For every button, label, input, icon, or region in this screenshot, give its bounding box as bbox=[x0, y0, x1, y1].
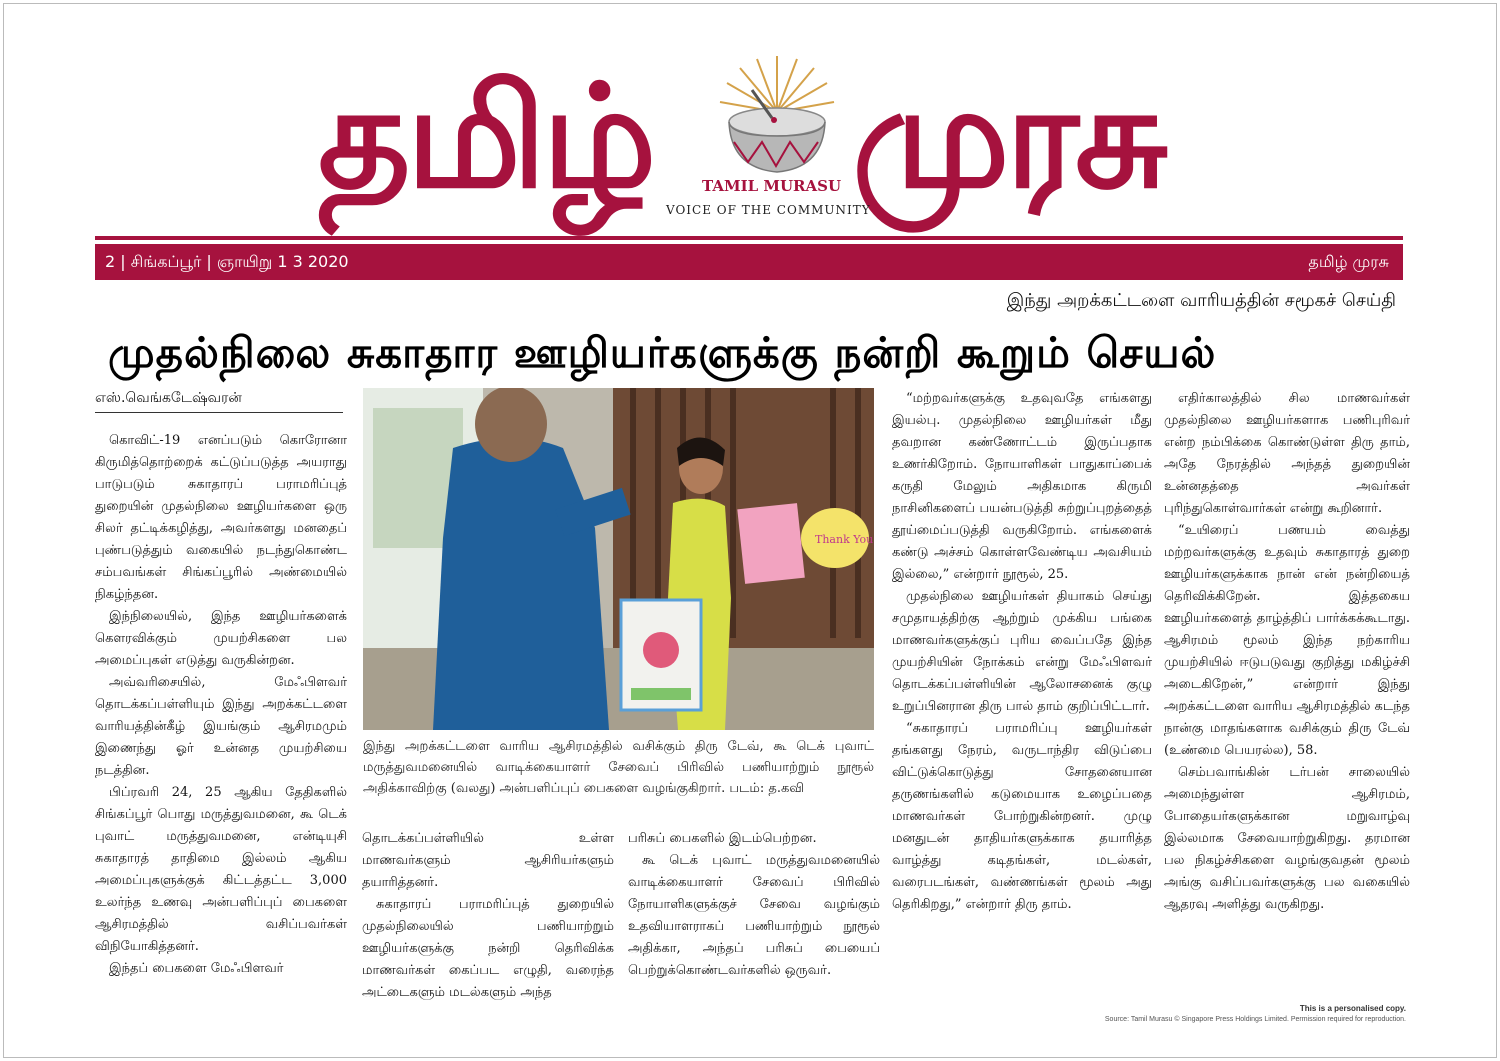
paragraph: முதல்நிலை ஊழியர்கள் தியாகம் செய்து சமுதாயத்திற்கு ஆற்றும் முக்கிய பங்கை மாணவர்களுக்குப் புரிய வைப்பதே இந்த முயற்சியின் நோக்கம் என்று மேஃபிளவர் தொடக்கப்பள்ளியின் ஆலோசனைக் குழு உறுப்பினரான திரு பால் தாம் குறிப்பிட்டார். bbox=[892, 589, 1152, 714]
paragraph: தொடக்கப்பள்ளியில் உள்ள மாணவர்களும் ஆசிரியர்களும் தயாரித்தனர். bbox=[362, 831, 614, 890]
byline: எஸ்.வெங்கடேஷ்வரன் bbox=[95, 390, 343, 413]
photo-illustration bbox=[363, 388, 874, 730]
section-tag: இந்து அறக்கட்டளை வாரியத்தின் சமூகச் செய்தி bbox=[1006, 290, 1396, 311]
masthead-title-right: முரசு bbox=[852, 54, 1164, 220]
masthead-rule bbox=[95, 236, 1403, 240]
paragraph: “உயிரைப் பணயம் வைத்து மற்றவர்களுக்கு உதவும் சுகாதாரத் துறை ஊழியர்களுக்காக நான் என் நன்றியைத் தெரிவிக்கிறேன். இத்தகைய ஊழியர்களைத் தாழ்த்திப் பார்க்கக்கூடாது. ஆசிரமம் மூலம் இந்த நற்காரிய முயற்சியில் ஈடுபடுவது குறித்து மகிழ்ச்சி அடைகிறேன்,” என்றார் இந்து அறக்கட்டளை வாரிய ஆசிரமத்தில் கடந்த நான்கு மாதங்களாக வசிக்கும் திரு டேவ் (உண்மை பெயரல்ல), 58. bbox=[1164, 523, 1410, 758]
brand-name-english: TAMIL MURASU bbox=[702, 177, 842, 195]
paragraph: “சுகாதாரப் பராமரிப்பு ஊழியர்கள் தங்களது நேரம், வருடாந்திர விடுப்பை விட்டுக்கொடுத்து சோதனையான தருணங்களில் கடுமையாக உழைப்பதை மாணவர்கள் போற்றுகின்றனர். முழு மனதுடன் தாதியர்களுக்காக தயாரித்த வாழ்த்து கடிதங்கள், மடல்கள், வரைபடங்கள், வண்ணங்கள் மூலம் அது தெரிகிறது,” என்றார் திரு தாம். bbox=[892, 721, 1152, 912]
paragraph: பிப்ரவரி 24, 25 ஆகிய தேதிகளில் சிங்கப்பூர் பொது மருத்துவமனை, கூ டெக் புவாட் மருத்துவமனை, என்டியுசி சுகாதாரத் தாதிமை இல்லம் ஆகிய அமைப்புகளுக்குக் கிட்டத்தட்ட 3,000 உலர்ந்த உணவு அன்பளிப்புப் பைகளை ஆசிரமத்தில் வசிப்பவர்கள் விநியோகித்தனர். bbox=[95, 785, 347, 954]
paragraph: கூ டெக் புவாட் மருத்துவமனையில் வாடிக்கையாளர் சேவைப் பிரிவில் நோயாளிகளுக்குச் சேவை வழங்கும் உதவியாளராகப் பணியாற்றும் நூரூல் அதிக்கா, அந்தப் பரிசுப் பையைப் பெற்றுக்கொண்டவர்களில் ஒருவர். bbox=[628, 853, 880, 978]
paragraph: செம்பவாங்கின் டர்பன் சாலையில் அமைந்துள்ள ஆசிரமம், போதையர்களுக்கான மறுவாழ்வு இல்லமாக சேவையாற்றுகிறது. தரமான பல நிகழ்ச்சிகளை வழங்குவதன் மூலம் அங்கு வசிப்பவர்களுக்கு பல வகையில் ஆதரவு அளித்து வருகிறது. bbox=[1164, 765, 1410, 912]
paragraph: அவ்வரிசையில், மேஃபிளவர் தொடக்கப்பள்ளியும் இந்து அறக்கட்டளை வாரியத்தின்கீழ் இயங்கும் ஆசிரமமும் இணைந்து ஓர் உன்னத முயற்சியை நடத்தின. bbox=[95, 675, 347, 778]
headline: முதல்நிலை சுகாதார ஊழியர்களுக்கு நன்றி கூறும் செயல் bbox=[108, 328, 1217, 377]
paragraph: “மற்றவர்களுக்கு உதவுவதே எங்களது இயல்பு. முதல்நிலை ஊழியர்கள் மீது தவறான கண்ணோட்டம் இருப்பதாக உணர்கிறோம். நோயாளிகள் பாதுகாப்பைக் கருதி மேலும் அதிகமாக கிருமி நாசினிகளைப் பயன்படுத்தி சுற்றுப்புறத்தைத் தூய்மைப்படுத்தி வருகிறோம். எங்களைக் கண்டு அச்சம் கொள்ளவேண்டிய அவசியம் இல்லை,” என்றார் நூரூல், 25. bbox=[892, 391, 1152, 582]
folio-bar bbox=[95, 244, 1403, 280]
photo-card-text: Thank You bbox=[815, 533, 874, 546]
drum-logo-icon bbox=[712, 50, 842, 180]
folio-paper-name: தமிழ் முரசு bbox=[1308, 252, 1389, 271]
article-column-2a bbox=[362, 828, 614, 1018]
personalised-copy-note: This is a personalised copy. bbox=[1299, 1004, 1406, 1013]
paragraph: கொவிட்-19 எனப்படும் கொரோனா கிருமித்தொற்றைக் கட்டுப்படுத்த அயராது பாடுபடும் சுகாதாரப் பராமரிப்புத் துறையின் முதல்நிலை ஊழியர்களை ஒரு சிலர் தட்டிக்கழித்து, அவர்களது மனதைப் புண்படுத்தும் வகையில் நடந்துகொண்ட சம்பவங்கள் சிங்கப்பூரில் அண்மையில் நிகழ்ந்தன. bbox=[95, 433, 347, 602]
article-column-1 bbox=[95, 430, 347, 1020]
article-photo bbox=[363, 388, 874, 730]
paragraph: சுகாதாரப் பராமரிப்புத் துறையில் முதல்நிலையில் பணியாற்றும் ஊழியர்களுக்கு நன்றி தெரிவிக்க மாணவர்கள் கைப்பட எழுதி, வரைந்த அட்டைகளும் மடல்களும் அந்த bbox=[362, 897, 614, 1000]
paragraph: எதிர்காலத்தில் சில மாணவர்கள் முதல்நிலை ஊழியர்களாக பணிபுரிவர் என்ற நம்பிக்கை கொண்டுள்ள திரு தாம், அதே நேரத்தில் அந்தத் துறையின் உன்னதத்தை அவர்கள் புரிந்துகொள்வார்கள் என்று கூறினார். bbox=[1164, 391, 1410, 516]
masthead-title-left: தமிழ் bbox=[318, 54, 653, 220]
paragraph: இந்தப் பைகளை மேஃபிளவர் bbox=[109, 961, 284, 976]
folio-page-date: 2 | சிங்கப்பூர் | ஞாயிறு 1 3 2020 bbox=[105, 252, 349, 271]
source-credit: Source: Tamil Murasu © Singapore Press Holdings Limited. Permission required for reproduction. bbox=[1104, 1016, 1406, 1023]
article-column-4 bbox=[1164, 388, 1410, 1018]
article-column-3 bbox=[892, 388, 1152, 1018]
photo-caption: இந்து அறக்கட்டளை வாரிய ஆசிரமத்தில் வசிக்கும் திரு டேவ், கூ டெக் புவாட் மருத்துவமனையில் வாடிக்கையாளர் சேவைப் பிரிவில் பணியாற்றும் நூரூல் அதிக்காவிற்கு (வலது) அன்பளிப்புப் பைகளை வழங்குகிறார். படம்: த.கவி bbox=[363, 739, 874, 796]
brand-tagline: VOICE OF THE COMMUNITY bbox=[666, 203, 871, 217]
article-column-2b bbox=[628, 828, 880, 1018]
paragraph: பரிசுப் பைகளில் இடம்பெற்றன. bbox=[628, 831, 817, 846]
paragraph: இந்நிலையில், இந்த ஊழியர்களைக் கௌரவிக்கும் முயற்சிகளை பல அமைப்புகள் எடுத்து வருகின்றன. bbox=[95, 609, 347, 668]
